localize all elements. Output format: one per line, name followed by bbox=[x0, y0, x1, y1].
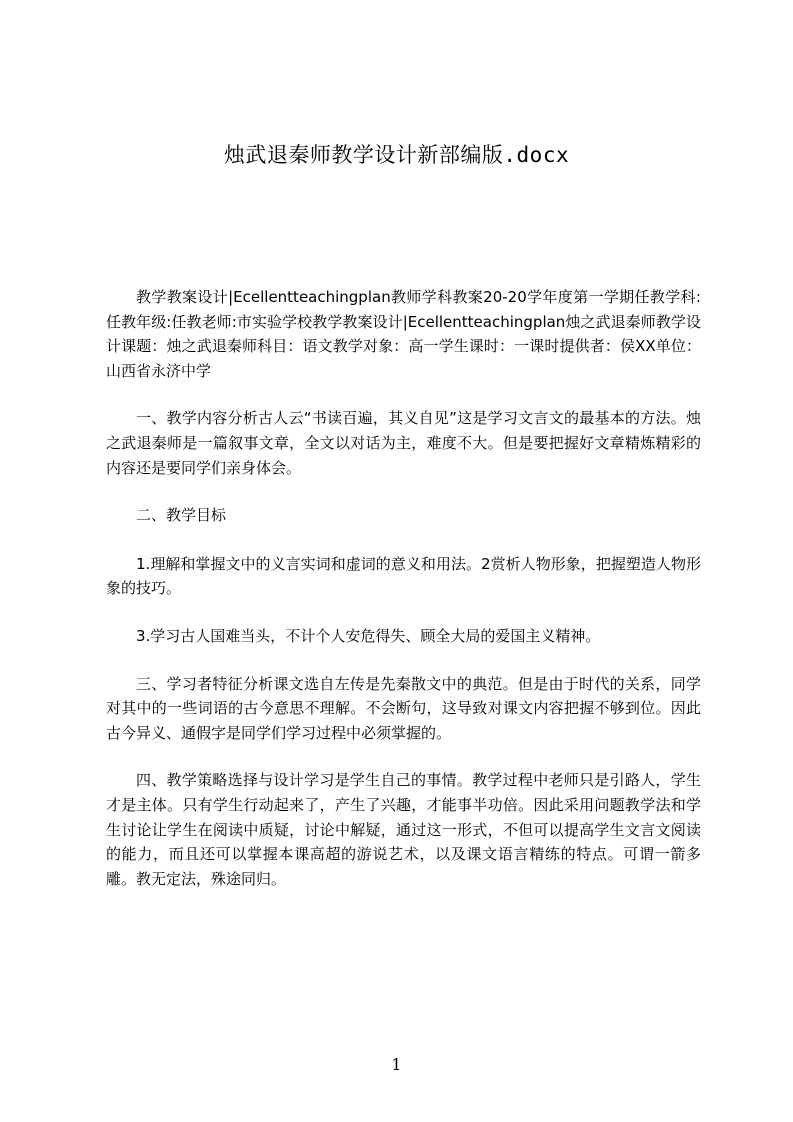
paragraph-goal-1-2: 1.理解和掌握文中的义言实词和虚词的意义和用法。2赏析人物形象，把握塑造人物形象的技巧。 bbox=[106, 554, 701, 598]
paragraph-content-analysis: 一、教学内容分析古人云“书读百遍，其义自见”这是学习文言文的最基本的方法。烛之武退秦师是一篇叙事文章，全文以对话为主，难度不大。但是要把握好文章精炼精彩的内容还是要同学们亲身体会。 bbox=[106, 409, 701, 477]
page-number: 1 bbox=[391, 1055, 402, 1074]
section-heading-teaching-goals: 二、教学目标 bbox=[136, 506, 227, 525]
paragraph-header-info: 教学教案设计|Ecellentteachingplan教师学科教案20-20学年度第一学期任教学科:任教年级:任教老师:市实验学校教学教案设计|Ecellentteachingplan烛之武退秦师教学设计课题：烛之武退秦师科目：语文教学对象：高一学生课时：一课时提供者：侯XX单位：山西省永济中学 bbox=[106, 288, 701, 380]
document-title: 烛武退秦师教学设计新部编版.docx bbox=[223, 143, 570, 167]
paragraph-goal-3: 3.学习古人国难当头，不计个人安危得失、顾全大局的爱国主义精神。 bbox=[136, 626, 601, 645]
paragraph-learner-analysis: 三、学习者特征分析课文选自左传是先秦散文中的典范。但是由于时代的关系，同学对其中的一些词语的古今意思不理解。不会断句，这导致对课文内容把握不够到位。因此古今异义、通假字是同学们学习过程中必须掌握的。 bbox=[106, 674, 701, 742]
document-body bbox=[106, 285, 701, 914]
paragraph-teaching-strategy: 四、教学策略选择与设计学习是学生自己的事情。教学过程中老师只是引路人，学生才是主体。只有学生行动起来了，产生了兴趣，才能事半功倍。因此采用问题教学法和学生讨论让学生在阅读中质疑，讨论中解疑，通过这一形式，不但可以提高学生文言文阅读的能力，而且还可以掌握本课高超的游说艺术，以及课文语言精练的特点。可谓一箭多雕。教无定法，殊途同归。 bbox=[106, 771, 701, 888]
